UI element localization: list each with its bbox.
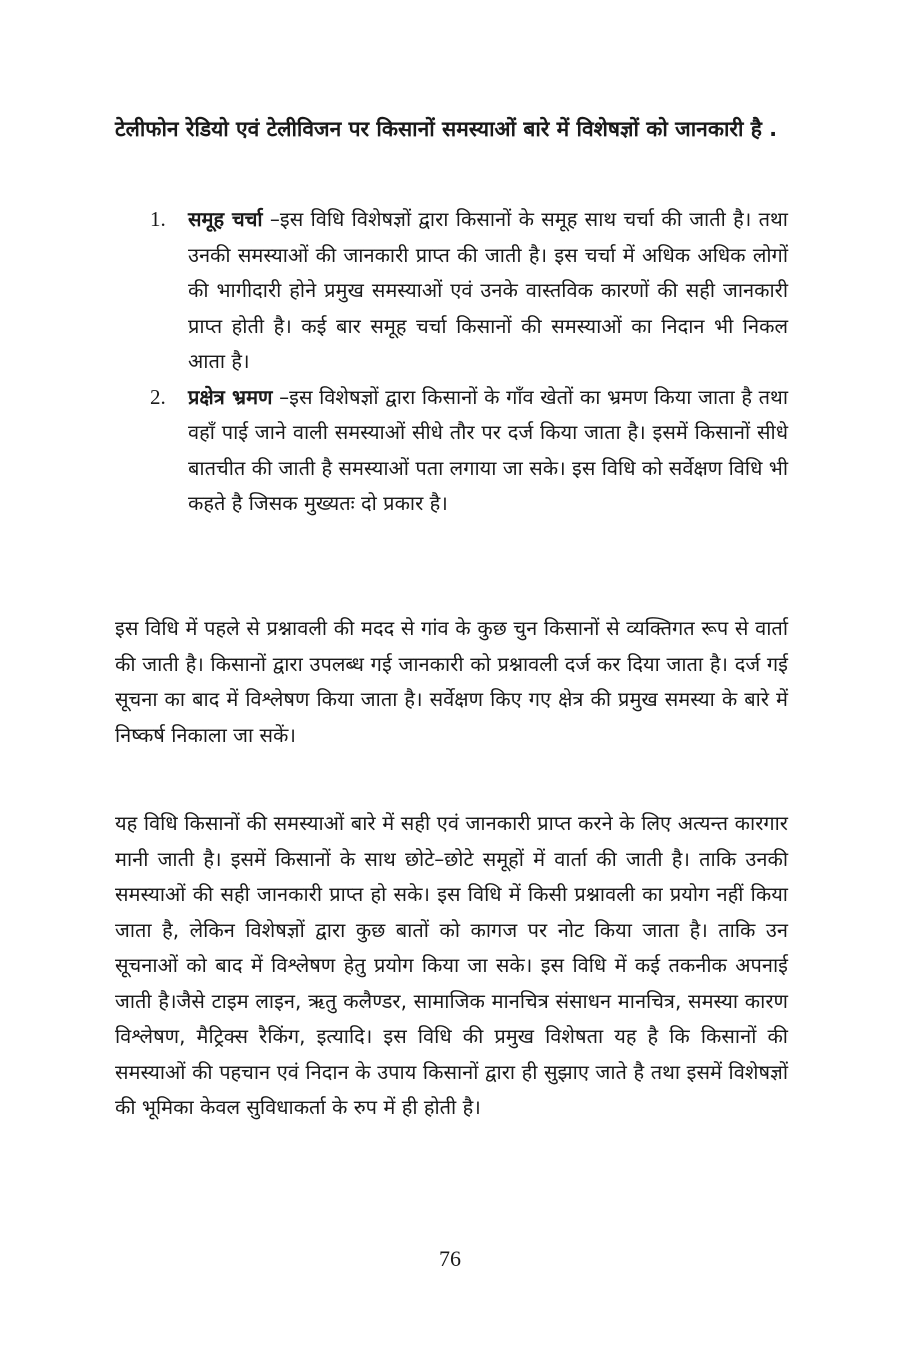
list-item-title: समूह चर्चा (188, 207, 263, 231)
list-item-title: प्रक्षेत्र भ्रमण (188, 384, 273, 409)
list-item-text: –इस विशेषज्ञों द्वारा किसानों के गाँव खेतों का भ्रमण किया जाता है तथा वहाँ पाई जाने वाली समस्याओं सीधे तौर पर दर्ज किया जाता है। इसमें किसानों सीधे बातचीत की जाती है समस्याओं पता लगाया जा सके। इस विधि को सर्वेक्षण विधि भी कहते है जिसक मुख्यतः दो प्रकार है। (188, 384, 789, 515)
paragraph-participatory-method: यह विधि किसानों की समस्याओं बारे में सही एवं जानकारी प्राप्त करने के लिए अत्यन्त कारगार मानी जाती है। इसमें किसानों के साथ छोटे–छोटे समूहों में वार्ता की जाती है। ताकि उनकी समस्याओं की सही जानकारी प्राप्त हो सके। इस विधि में किसी प्रश्नावली का प्रयोग नहीं किया जाता है, लेकिन विशेषज्ञों द्वारा कुछ बातों को कागज पर नोट किया जाता है। ताकि उन सूचनाओं को बाद में विश्लेषण हेतु प्रयोग किया जा सके। इस विधि में कई तकनीक अपनाई जाती है।जैसे टाइम लाइन, ऋतु कलैण्डर, सामाजिक मानचित्र संसाधन मानचित्र, समस्या कारण विश्लेषण, मैट्रिक्स रैकिंग, इत्यादि। इस विधि की प्रमुख विशेषता यह है कि किसानों की समस्याओं की पहचान एवं निदान के उपाय किसानों द्वारा ही सुझाए जाते है तथा इसमें विशेषज्ञों की भूमिका केवल सुविधाकर्ता के रुप में ही होती है। (115, 811, 788, 1119)
list-item-field-visit (150, 380, 788, 522)
numbered-list (150, 202, 788, 522)
page-number: 76 (439, 1246, 461, 1271)
list-item-group-discussion (150, 202, 788, 380)
list-item-number: 2. (150, 384, 166, 409)
paragraph-survey: इस विधि में पहले से प्रश्नावली की मदद से गांव के कुछ चुन किसानों से व्यक्तिगत रूप से वार्ता की जाती है। किसानों द्वारा उपलब्ध गई जानकारी को प्रश्नावली दर्ज कर दिया जाता है। दर्ज गई सूचना का बाद में विश्लेषण किया जाता है। सर्वेक्षण किए गए क्षेत्र की प्रमुख समस्या के बारे में निष्कर्ष निकाला जा सकें। (115, 616, 788, 747)
section-heading: टेलीफोन रेडियो एवं टेलीविजन पर किसानों समस्याओं बारे में विशेषज्ञों को जानकारी है . (115, 117, 778, 141)
list-item-text: –इस विधि विशेषज्ञों द्वारा किसानों के समूह साथ चर्चा की जाती है। तथा उनकी समस्याओं की जानकारी प्राप्त की जाती है। इस चर्चा में अधिक अधिक लोगों की भागीदारी होने प्रमुख समस्याओं एवं उनके वास्तविक कारणों की सही जानकारी प्राप्त होती है। कई बार समूह चर्चा किसानों की समस्याओं का निदान भी निकल आता है। (188, 207, 788, 373)
list-item-number: 1. (150, 207, 166, 231)
